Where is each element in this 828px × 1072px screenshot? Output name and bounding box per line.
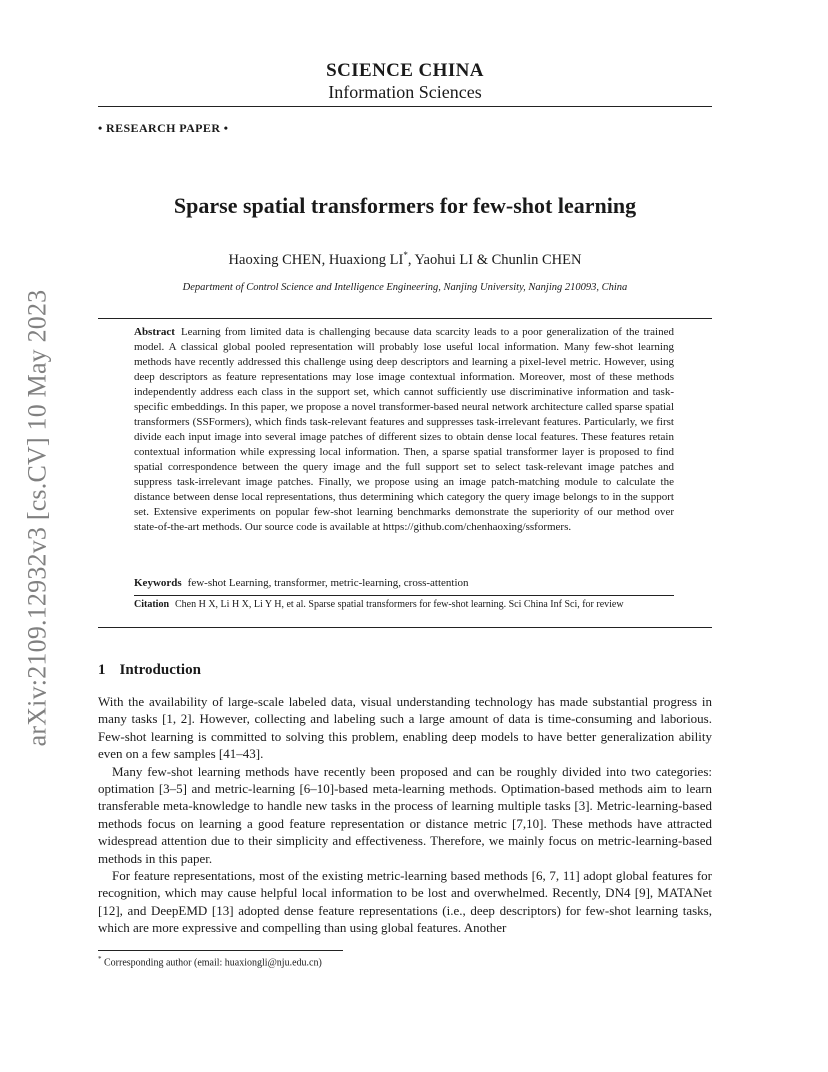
section-title: Introduction [119,662,201,678]
footnote-rule [98,950,343,951]
citation [134,598,674,611]
footnote [98,953,322,969]
corresponding-author-mark: * [403,250,408,260]
journal-name: SCIENCE CHINA [326,60,484,81]
authors-part-1: Haoxing CHEN, Huaxiong LI [228,251,404,268]
arxiv-identifier: arXiv:2109.12932v3 [cs.CV] 10 May 2023 [22,289,51,747]
abstract-box [98,318,712,628]
keywords [134,576,674,591]
abstract [134,325,674,535]
section-heading [98,662,201,679]
journal-subtitle: Information Sciences [328,82,482,102]
affiliation: Department of Control Science and Intelligence Engineering, Nanjing University, Nanjing 210093, China [182,282,628,293]
keywords-label: Keywords [134,577,182,589]
journal-header [98,60,712,103]
paragraph: With the availability of large-scale labeled data, visual understanding technology has made substantial progress in many tasks [1, 2]. However, collecting and labeling such a large amount of data is time-consuming and laborious. Few-shot learning is committed to solving this problem, enabling deep models to have better generalization ability even on a few samples [41–43]. [98,694,712,762]
keywords-rule [134,595,674,596]
introduction-body [98,693,712,937]
paragraph: Many few-shot learning methods have recently been proposed and can be roughly divided into two categories: optimation [3–5] and metric-learning [6–10]-based meta-learning methods. Optimation-based methods aim to learn transferable meta-knowledge to handle new tasks in the process of learning multiple tasks [3]. Metric-learning-based methods focus on learning a good feature representation or distance metric [7,10]. These methods have attracted widespread attention due to their simplicity and effectiveness. Therefore, we mainly focus on metric-learning-based methods in this paper. [98,763,712,866]
footnote-text: Corresponding author (email: huaxiongli@nju.edu.cn) [104,957,322,969]
section-number: 1 [98,662,106,678]
abstract-body: Learning from limited data is challenging because data scarcity leads to a poor generalization of the trained model. A classical global pooled representation will probably lose useful local information. Many few-shot learning methods have recently addressed this challenge using deep descriptors and learning a pixel-level metric. However, using deep descriptors as feature representations may lose image contextual information. Moreover, most of these methods independently address each class in the support set, which cannot sufficiently use discriminative information and task-specific embeddings. In this paper, we propose a novel transformer-based neural network architecture called sparse spatial transformers (SSFormers), which finds task-relevant features and suppresses task-irrelevant features. Particularly, we first divide each input image into several image patches of different sizes to obtain dense local features. These features retain contextual information while expressing local information. Then, a sparse spatial transformer layer is proposed to find spatial correspondence between the query image and the full support set to select task-relevant image patches and suppress task-irrelevant image patches. Finally, we propose using an image patch-matching module to calculate the distance between dense local representations, thus determining which category the query image belongs to in the support set. Extensive experiments on popular few-shot learning benchmarks demonstrate the superiority of our method over state-of-the-art methods. Our source code is available at https://github.com/chenhaoxing/ssformers. [134,326,674,533]
paper-type-tag: • RESEARCH PAPER • [98,121,229,135]
abstract-label: Abstract [134,326,175,338]
paper-title: Sparse spatial transformers for few-shot learning [173,193,637,218]
authors-part-2: , Yaohui LI & Chunlin CHEN [407,251,582,268]
citation-label: Citation [134,599,169,610]
author-list [98,250,712,269]
paragraph: For feature representations, most of the existing metric-learning based methods [6, 7, 11] adopt global features for recognition, which may cause helpful local information to be lost and overwhelmed. Recently, DN4 [9], MATANet [12], and DeepEMD [13] adopted dense feature representations (i.e., deep descriptors) for few-shot learning tasks, which are more expressive and compelling than using global features. Another [98,868,712,936]
arxiv-sidebar [12,278,62,758]
header-rule [98,106,712,107]
keywords-text: few-shot Learning, transformer, metric-learning, cross-attention [187,577,469,589]
citation-text: Chen H X, Li H X, Li Y H, et al. Sparse spatial transformers for few-shot learning. Sci China Inf Sci, for review [175,599,624,610]
footnote-mark: * [98,955,102,963]
